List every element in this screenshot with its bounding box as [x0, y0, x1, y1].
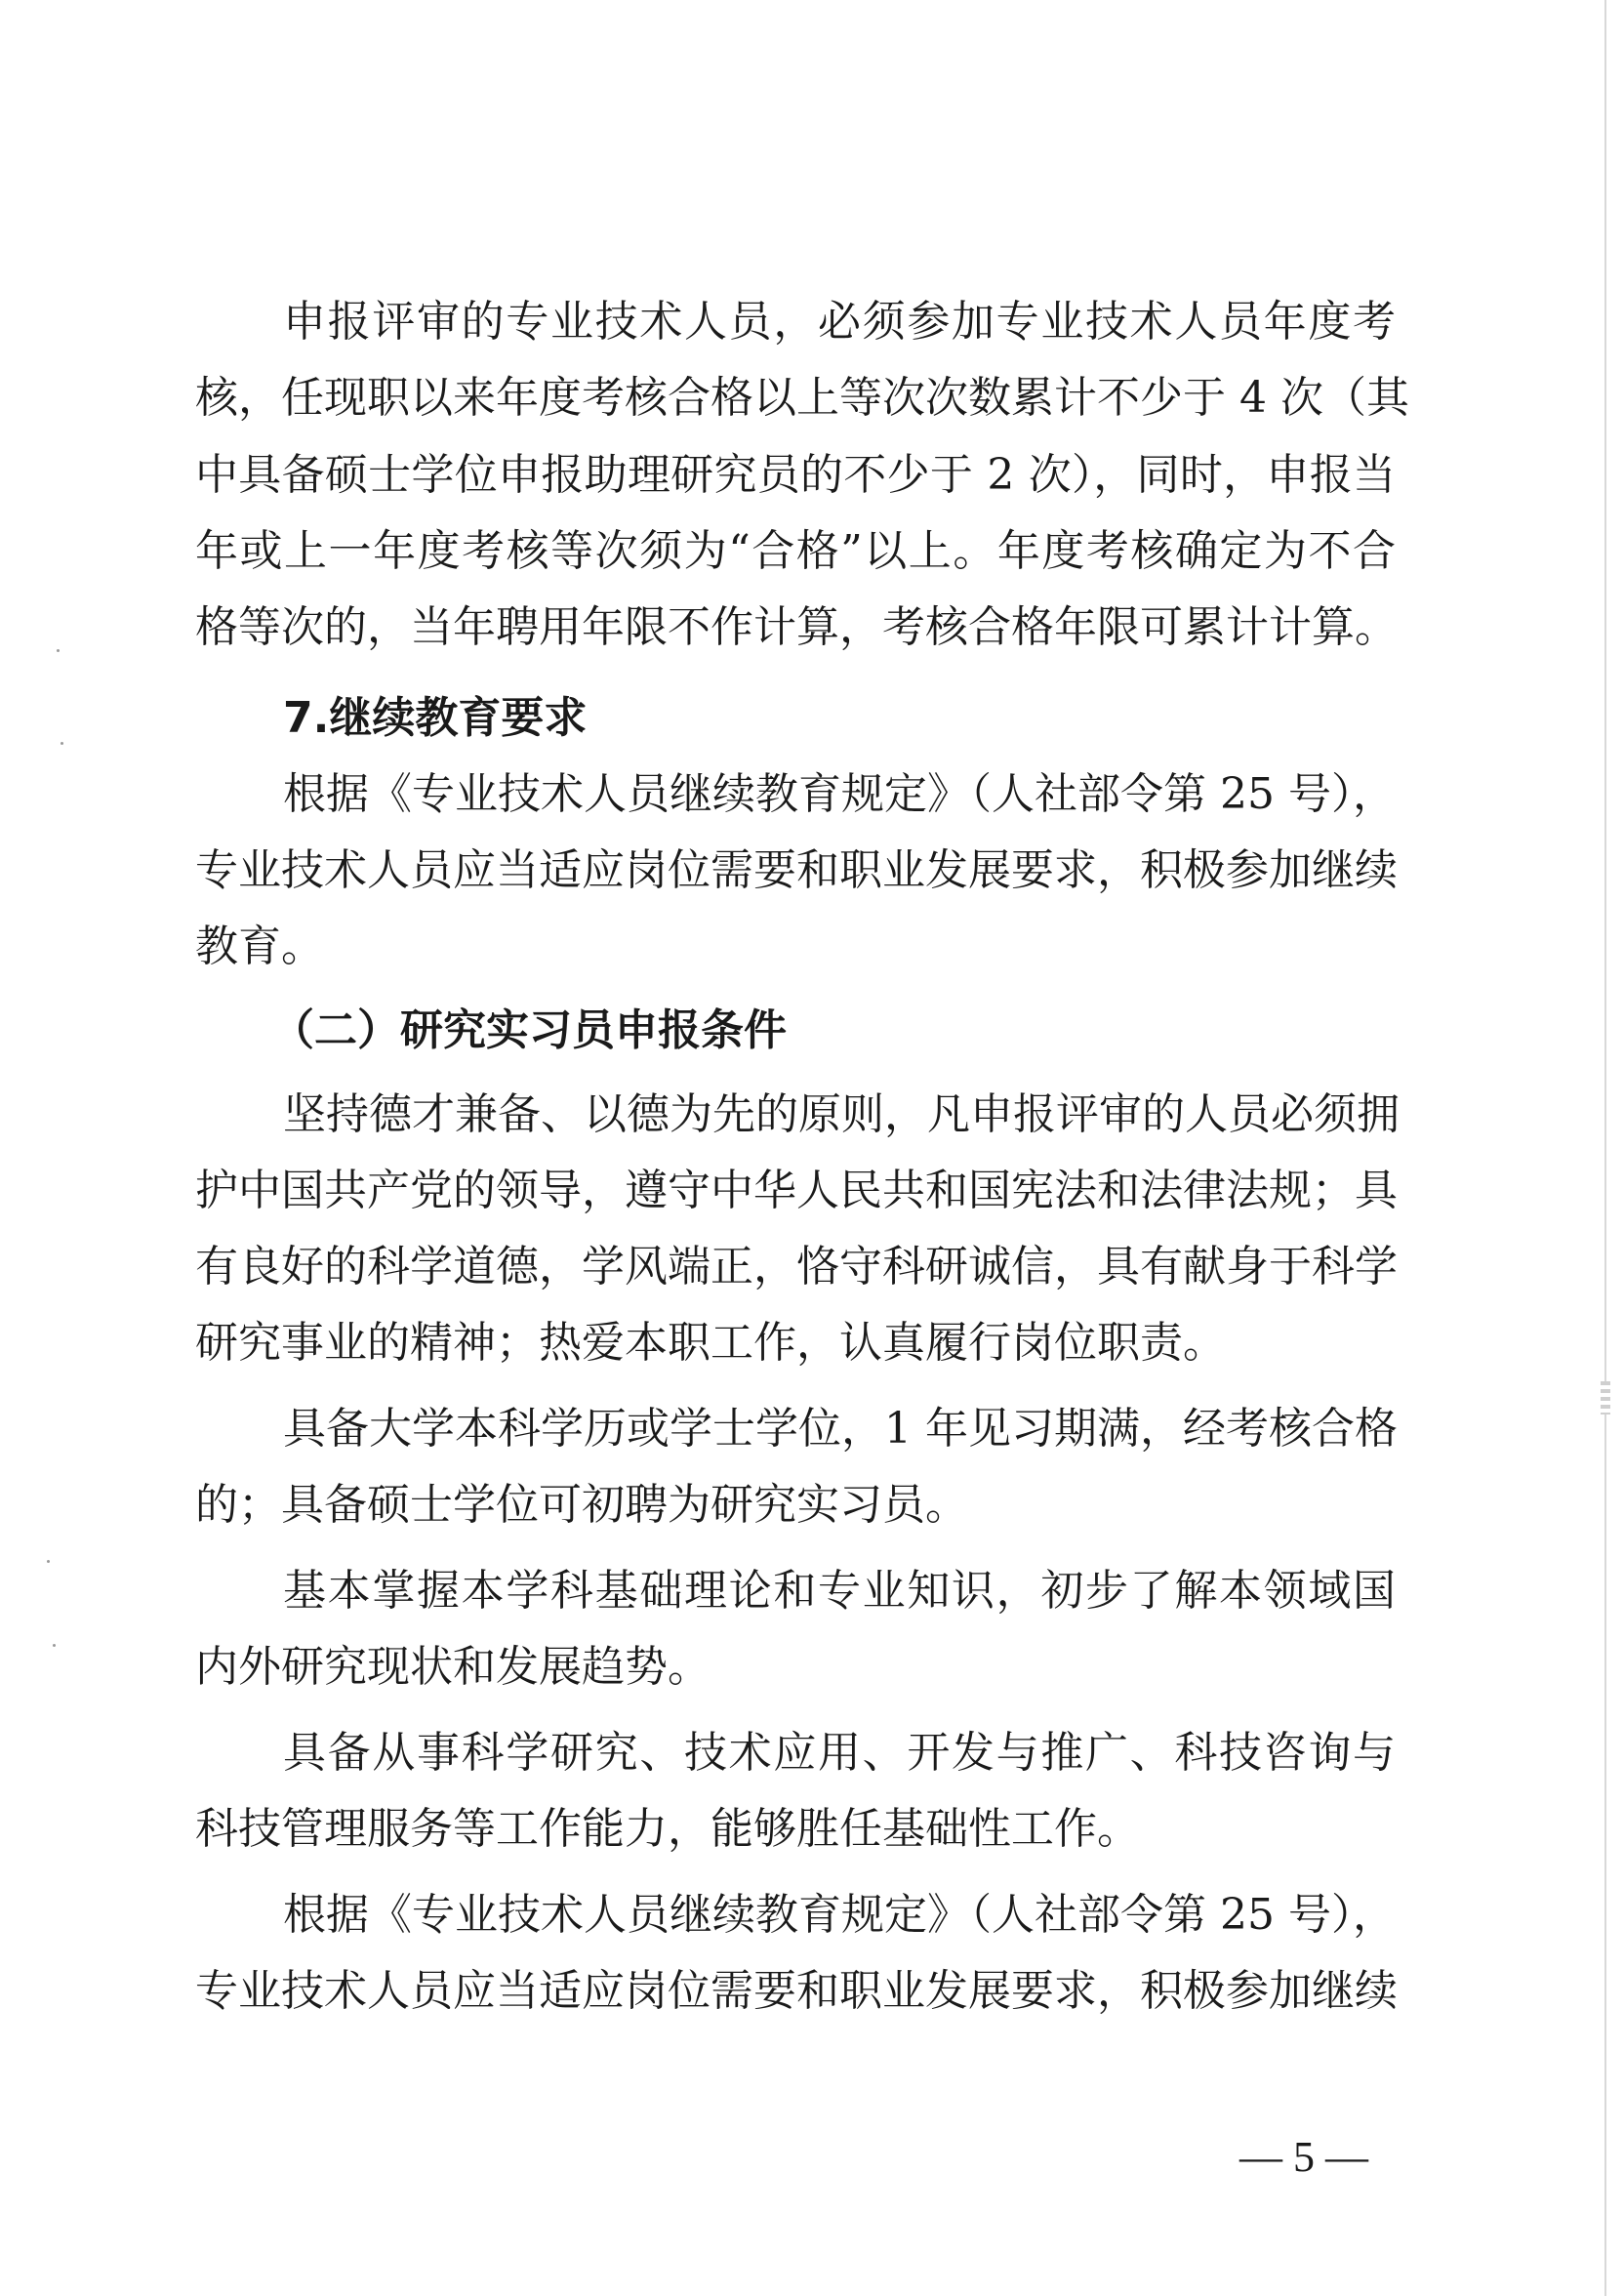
scan-speck	[57, 649, 60, 652]
paragraph-line: 格等次的，当年聘用年限不作计算，考核合格年限可累计计算。	[195, 602, 1398, 652]
paragraph-line: 基本掌握本学科基础理论和专业知识，初步了解本领域国	[283, 1566, 1396, 1616]
paragraph-line: 核，任现职以来年度考核合格以上等次次数累计不少于 4 次（其	[195, 373, 1409, 423]
paragraph-line: 护中国共产党的领导，遵守中华人民共和国宪法和法律法规；具	[195, 1166, 1398, 1215]
paragraph-line: 中具备硕士学位申报助理研究员的不少于 2 次），同时，申报当	[195, 450, 1396, 500]
paragraph-line: 申报评审的专业技术人员，必须参加专业技术人员年度考	[283, 297, 1396, 347]
section-heading-continuing-education: 7.继续教育要求	[283, 693, 588, 743]
scan-speck	[61, 742, 63, 745]
section-heading-research-intern: （二）研究实习员申报条件	[271, 1005, 787, 1055]
paragraph-line: 坚持德才兼备、以德为先的原则，凡申报评审的人员必须拥	[283, 1089, 1400, 1139]
scan-edge-mark	[1601, 1381, 1610, 1414]
paragraph-line: 根据《专业技术人员继续教育规定》（人社部令第 25 号），	[283, 1890, 1396, 1940]
paragraph-line: 具备大学本科学历或学士学位，1 年见习期满，经考核合格	[283, 1404, 1398, 1454]
scan-speck	[47, 1560, 50, 1563]
paragraph-line: 内外研究现状和发展趋势。	[195, 1642, 710, 1692]
paragraph-line: 科技管理服务等工作能力，能够胜任基础性工作。	[195, 1804, 1140, 1854]
paragraph-line: 专业技术人员应当适应岗位需要和职业发展要求，积极参加继续	[195, 845, 1398, 895]
paragraph-line: 有良好的科学道德，学风端正，恪守科研诚信，具有献身于科学	[195, 1242, 1398, 1292]
paragraph-line: 的；具备硕士学位可初聘为研究实习员。	[195, 1480, 968, 1530]
paragraph-line: 研究事业的精神；热爱本职工作，认真履行岗位职责。	[195, 1318, 1226, 1368]
paragraph-line: 具备从事科学研究、技术应用、开发与推广、科技咨询与	[283, 1728, 1396, 1778]
paragraph-line: 根据《专业技术人员继续教育规定》（人社部令第 25 号），	[283, 769, 1396, 819]
scan-speck	[53, 1644, 56, 1647]
page-number: — 5 —	[1239, 2133, 1368, 2181]
paragraph-line: 教育。	[195, 922, 324, 971]
paragraph-line: 专业技术人员应当适应岗位需要和职业发展要求，积极参加继续	[195, 1966, 1398, 2016]
paragraph-line: 年或上一年度考核等次须为“合格”以上。年度考核确定为不合	[195, 526, 1396, 576]
scan-edge-line	[1604, 0, 1606, 2296]
